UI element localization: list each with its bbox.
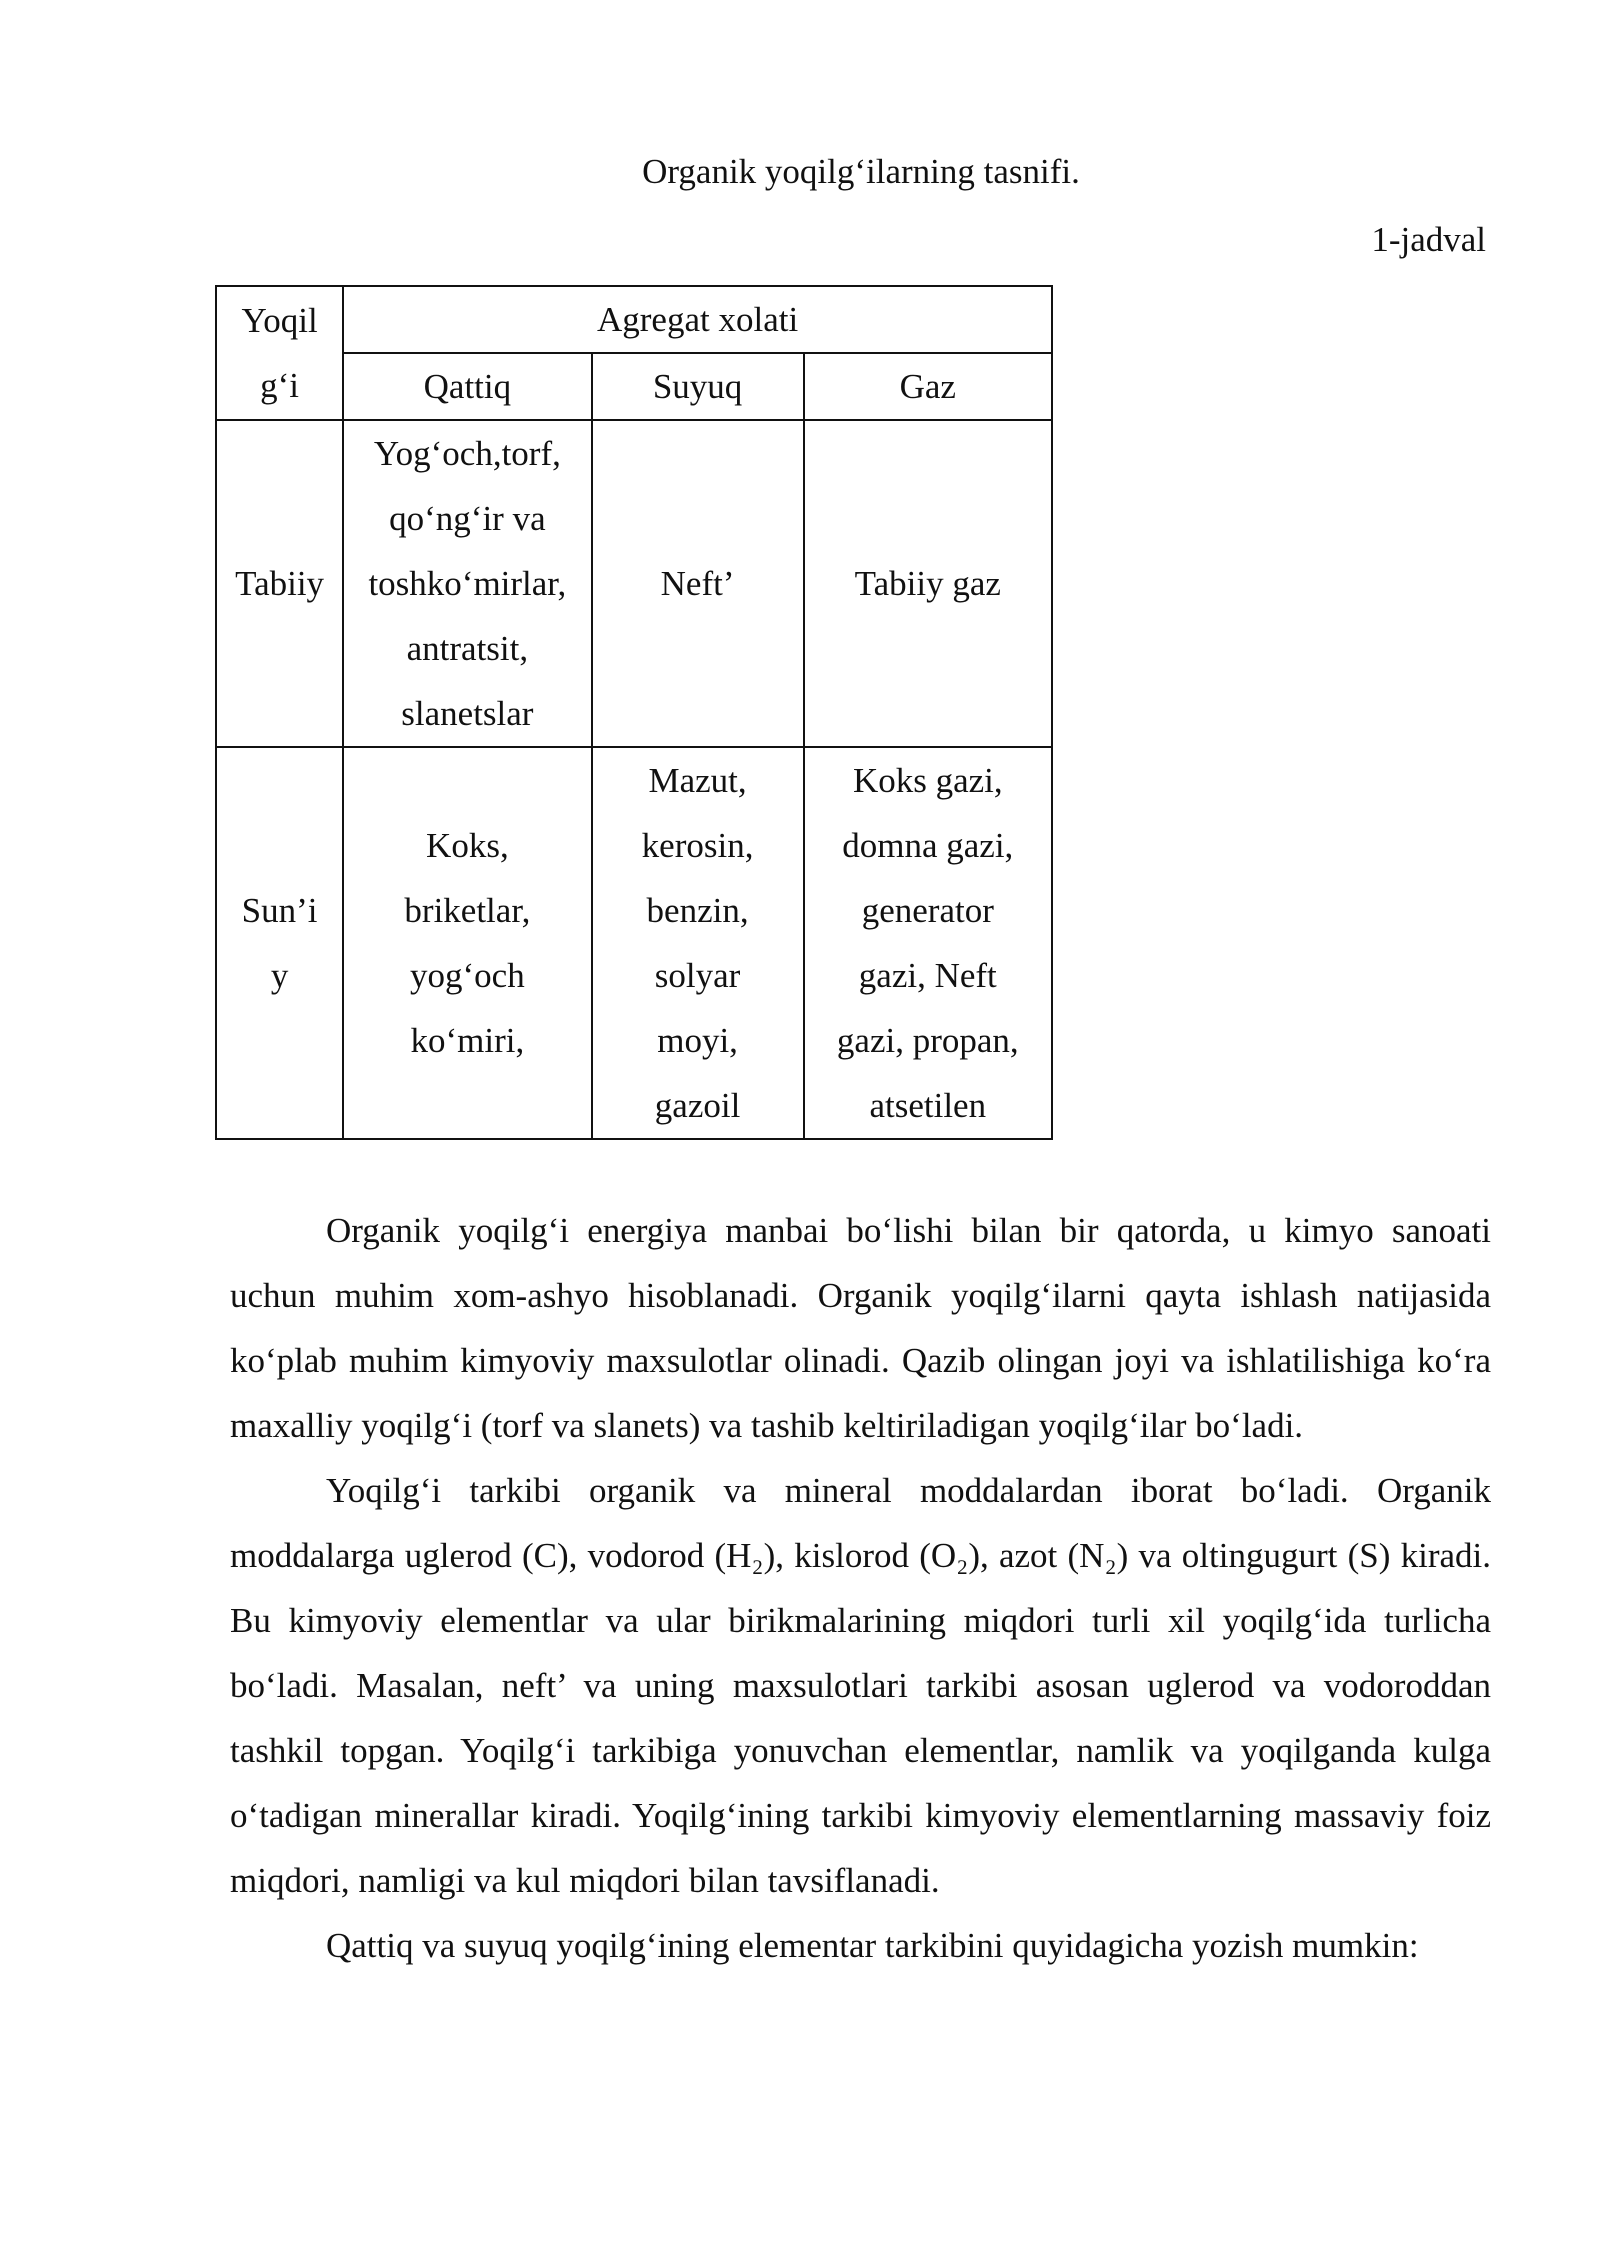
cell-line: Mazut, <box>648 761 747 800</box>
cell-line: slanetslar <box>401 694 534 733</box>
table-cell-suyuq <box>592 747 804 1139</box>
column-header-gaz: Gaz <box>804 353 1052 420</box>
paragraph: Qattiq va suyuq yoqilg‘ining elementar tarkibini quyidagicha yozish mumkin: <box>326 1926 1419 1965</box>
cell-line: solyar <box>654 956 741 995</box>
fuel-classification-table <box>215 285 1053 1140</box>
row-header-line: Yoqil <box>241 301 318 340</box>
table-cell-qattiq <box>343 747 591 1139</box>
table-cell-gaz <box>804 420 1052 747</box>
cell-line: benzin, <box>646 891 749 930</box>
cell-line: qo‘ng‘ir va <box>389 499 546 538</box>
table-row <box>216 747 1052 1139</box>
cell-line: gazi, Neft <box>858 956 997 995</box>
column-header-qattiq: Qattiq <box>343 353 591 420</box>
row-header-cell <box>216 286 343 420</box>
table-cell-suyuq <box>592 420 804 747</box>
cell-line: gazi, propan, <box>836 1021 1019 1060</box>
cell-line: Koks gazi, <box>852 761 1003 800</box>
cell-line: domna gazi, <box>842 826 1014 865</box>
cell-line: moyi, <box>657 1021 738 1060</box>
paragraph: Yoqilg‘i tarkibi organik va mineral moddalardan iborat bo‘ladi. Organik moddalarga uglerod (C), vodorod (H₂), kislorod (O₂), azot (N₂) va oltingugurt (S) kiradi. Bu kimyoviy elementlar va ular birikmalarining miqdori turli xil yoqilg‘ida turlicha bo‘ladi. Masalan, neft’ va uning maxsulotlari tarkibi asosan uglerod va vodoroddan tashkil topgan. Yoqilg‘i tarkibiga yonuvchan elementlar, namlik va yoqilganda kulga o‘tadigan minerallar kiradi. Yoqilg‘ining tarkibi kimyoviy elementlarning massaviy foiz miqdori, namligi va kul miqdori bilan tavsiflanadi. <box>230 1471 1491 1900</box>
document-title: Organik yoqilg‘ilarning tasnifi. <box>642 152 1080 191</box>
row-label-line: Tabiiy <box>235 564 325 603</box>
column-header-suyuq: Suyuq <box>592 353 804 420</box>
cell-line: atsetilen <box>869 1086 987 1125</box>
row-label-line: y <box>270 956 289 995</box>
row-header-line: g‘i <box>260 366 300 405</box>
row-label-line: Sun’i <box>241 891 318 930</box>
table-cell-gaz <box>804 747 1052 1139</box>
group-header-cell: Agregat xolati <box>343 286 1052 353</box>
cell-line: briketlar, <box>404 891 531 930</box>
cell-line: generator <box>861 891 994 930</box>
table-label: 1-jadval <box>1371 220 1486 259</box>
table-header-row <box>216 286 1052 353</box>
cell-line: ko‘miri, <box>410 1021 525 1060</box>
row-label-cell <box>216 420 343 747</box>
table-cell-qattiq <box>343 420 591 747</box>
table-row <box>216 420 1052 747</box>
paragraph: Organik yoqilg‘i energiya manbai bo‘lishi bilan bir qatorda, u kimyo sanoati uchun muhim xom-ashyo hisoblanadi. Organik yoqilg‘ilarni qayta ishlash natijasida ko‘plab muhim kimyoviy maxsulotlar olinadi. Qazib olingan joyi va ishlatilishiga ko‘ra maxalliy yoqilg‘i (torf va slanets) va tashib keltiriladigan yoqilg‘ilar bo‘ladi. <box>230 1211 1491 1445</box>
cell-line: Tabiiy gaz <box>854 564 1001 603</box>
row-label-cell <box>216 747 343 1139</box>
cell-line: toshko‘mirlar, <box>368 564 567 603</box>
cell-line: antratsit, <box>406 629 529 668</box>
body-text <box>230 1198 1491 1978</box>
cell-line: gazoil <box>654 1086 741 1125</box>
cell-line: yog‘och <box>410 956 525 995</box>
cell-line: Yog‘och,torf, <box>373 434 561 473</box>
cell-line: Koks, <box>426 826 509 865</box>
cell-line: kerosin, <box>641 826 754 865</box>
cell-line: Neft’ <box>660 564 735 603</box>
